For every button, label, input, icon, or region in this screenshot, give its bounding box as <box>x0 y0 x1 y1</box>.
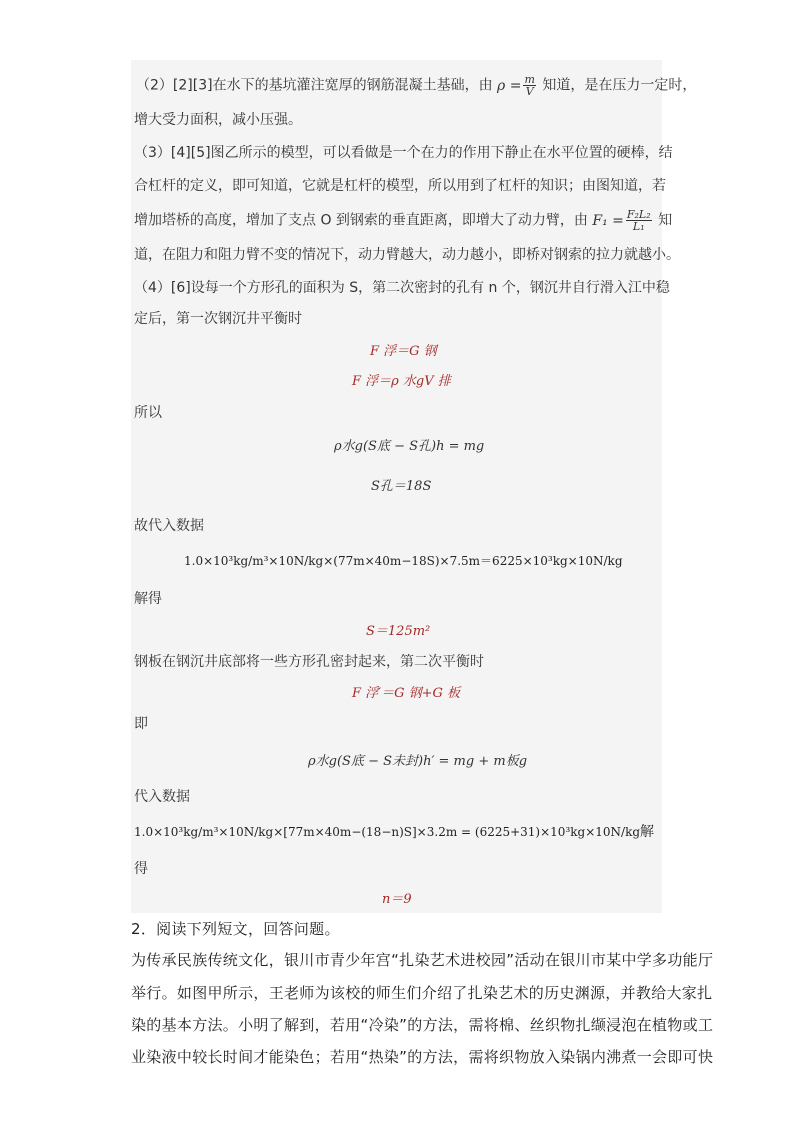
solution-p4-line2: 定后，第一次钢沉井平衡时 <box>134 311 302 327</box>
text-solve: 解得 <box>134 591 162 607</box>
solution-p3-line3: 增加塔桥的高度，增加了支点 O 到钢索的垂直距离，即增大了动力臂，由 F₁ = $\frac{\text{F₂L₂}}{\text{L₁}}$ 知 <box>134 208 673 233</box>
question-2-line4: 业染液中较长时间才能染色；若用“热染”的方法，需将织物放入染锅内沸煮一会即可快 <box>131 1048 714 1066</box>
equation-balance-2: ρ水g(S底 − S未封)h′ = mg + m板g <box>308 754 528 769</box>
question-2-title: 2．阅读下列短文，回答问题。 <box>131 920 340 938</box>
equation-balance-1: ρ水g(S底 − S孔)h = mg <box>334 439 485 454</box>
solution-p3-line1: （3）[4][5]图乙所示的模型，可以看做是一个在力的作用下静止在水平位置的硬棒，结 <box>134 145 673 161</box>
text-de: 得 <box>134 861 148 877</box>
solution-p3-line4: 道，在阻力和阻力臂不变的情况下，动力臂越大，动力越小，即桥对钢索的拉力就越小。 <box>134 247 680 263</box>
solution-p2-line1: （2）[2][3]在水下的基坑灌注宽厚的钢筋混凝土基础，由 ρ = $\frac{m}{V}$ 知道，是在压力一定时， <box>136 73 697 98</box>
text-so: 所以 <box>134 405 162 421</box>
equation-substitution-1: 1.0×10³kg/m³×10N/kg×(77m×40m−18S)×7.5m＝6225×10³kg×10N/kg <box>184 554 623 568</box>
text-substitute: 故代入数据 <box>134 518 204 534</box>
equation-buoyancy-3: F 浮′＝G 钢+G 板 <box>352 686 461 701</box>
equation-result-n: n＝9 <box>382 892 412 907</box>
text-seal: 钢板在钢沉井底部将一些方形孔密封起来，第二次平衡时 <box>134 654 484 670</box>
solution-p4-line1: （4）[6]设每一个方形孔的面积为 S，第二次密封的孔有 n 个，钢沉井自行滑入江中稳 <box>134 280 670 296</box>
equation-substitution-2: 1.0×10³kg/m³×10N/kg×[77m×40m−(18−n)S]×3.2m = (6225+31)×10³kg×10N/kg解 <box>134 824 655 840</box>
question-2-line2: 举行。如图甲所示，王老师为该校的师生们介绍了扎染艺术的历史渊源，并教给大家扎 <box>131 984 713 1002</box>
text-substitute-2: 代入数据 <box>134 789 190 805</box>
lever-formula: F₁ = $\frac{\text{F₂L₂}}{\text{L₁}}$ <box>592 208 651 233</box>
equation-buoyancy-1: F 浮＝G 钢 <box>370 344 437 359</box>
question-2-line1: 为传承民族传统文化，银川市青少年宫“扎染艺术进校园”活动在银川市某中学多功能厅 <box>131 951 714 969</box>
solution-p2-line2: 增大受力面积，减小压强。 <box>134 112 302 128</box>
equation-buoyancy-2: F 浮＝ρ 水gV 排 <box>352 374 451 389</box>
equation-hole-area: S孔＝18S <box>371 479 432 494</box>
density-formula: ρ = $\frac{m}{V}$ <box>497 73 535 98</box>
question-2-line3: 染的基本方法。小明了解到，若用“冷染”的方法，需将棉、丝织物扎缬浸泡在植物或工 <box>131 1016 714 1034</box>
equation-result-S: S＝125m² <box>366 624 431 639</box>
solution-p3-line2: 合杠杆的定义，即可知道，它就是杠杆的模型，所以用到了杠杆的知识；由图知道，若 <box>134 178 666 194</box>
text-ji: 即 <box>134 716 148 732</box>
